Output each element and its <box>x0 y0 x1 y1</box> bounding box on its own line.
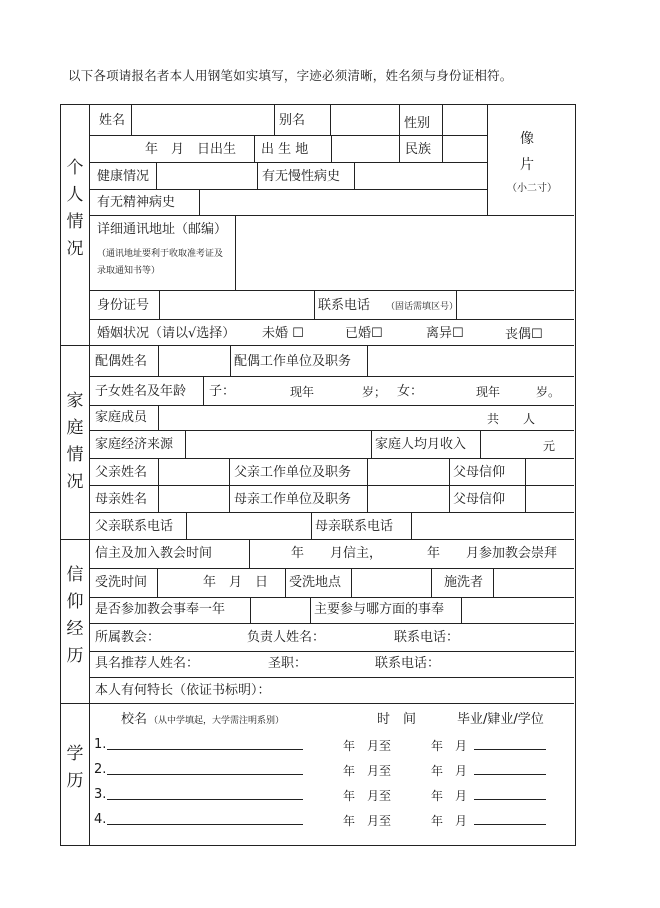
family-members-label: 家庭成员 <box>95 410 148 425</box>
edu-status-field[interactable] <box>474 749 546 750</box>
mother-phone-label: 母亲联系电话 <box>315 519 394 534</box>
school-name-field[interactable] <box>107 799 303 800</box>
mother-work-label: 母亲工作单位及职务 <box>234 492 352 507</box>
join-church-label: 信主及加入教会时间 <box>95 546 213 561</box>
father-work-label: 父亲工作单位及职务 <box>234 465 352 480</box>
alias-label: 别名 <box>279 113 306 128</box>
income-source-label: 家庭经济来源 <box>95 437 174 452</box>
recommender-label: 具名推荐人姓名： <box>95 656 200 671</box>
unmarried-checkbox[interactable]: 未婚 ☐ <box>262 326 304 341</box>
section-label-personal: 个 人 情 况 <box>66 158 84 259</box>
photo-label: 像 <box>520 131 534 147</box>
spouse-name-label: 配偶姓名 <box>95 354 148 369</box>
edu-row-number: 4. <box>94 812 107 827</box>
daughter-age: 现年 岁。 <box>476 385 561 399</box>
section-label-education: 学 历 <box>66 744 84 791</box>
baptism-date-label: 受洗时间 <box>95 575 148 590</box>
edu-row-number: 2. <box>94 762 107 777</box>
form-instructions: 以下各项请报名者本人用钢笔如实填写，字迹必须清晰，姓名须与身份证相符。 <box>68 68 513 83</box>
service-year-label: 是否参加教会事奉一年 <box>95 602 226 617</box>
time-header: 时 间 <box>377 712 417 727</box>
edu-to-date: 年 月 <box>431 814 468 828</box>
edu-from-date: 年 月至 <box>343 814 392 828</box>
divorced-checkbox[interactable]: 离异☐ <box>426 326 464 341</box>
married-checkbox[interactable]: 已婚☐ <box>345 326 383 341</box>
skills-label: 本人有何特长（依证书标明）： <box>95 683 271 698</box>
son-age: 现年 岁； <box>290 385 387 399</box>
school-name-header: 校名 <box>121 712 148 727</box>
edu-status-field[interactable] <box>474 824 546 825</box>
birth-date-label: 年 月 日出生 <box>145 142 237 157</box>
edu-row-number: 3. <box>94 787 107 802</box>
yuan-unit: 元 <box>543 439 556 453</box>
leader-name-label: 负责人姓名： <box>247 630 326 645</box>
birthplace-label: 出 生 地 <box>261 142 309 157</box>
edu-to-date: 年 月 <box>431 739 468 753</box>
address-label: 详细通讯地址（邮编） <box>97 222 228 237</box>
father-phone-label: 父亲联系电话 <box>95 519 174 534</box>
spouse-work-label: 配偶工作单位及职务 <box>234 354 352 369</box>
parents-faith-label: 父母信仰 <box>453 465 506 480</box>
health-label: 健康情况 <box>97 169 150 184</box>
edu-from-date: 年 月至 <box>343 739 392 753</box>
edu-to-date: 年 月 <box>431 764 468 778</box>
id-number-label: 身份证号 <box>97 298 150 313</box>
school-name-field[interactable] <box>107 824 303 825</box>
photo-label-2: 片 <box>520 157 534 173</box>
service-area-label: 主要参与哪方面的事奉 <box>314 602 445 617</box>
daughter-label: 女： <box>397 384 424 399</box>
status-header: 毕业/肄业/学位 <box>457 712 544 727</box>
children-label: 子女姓名及年龄 <box>95 384 187 399</box>
phone-label: 联系电话 <box>318 298 371 313</box>
marital-status-label: 婚姻状况（请以√选择） <box>97 326 236 341</box>
chronic-illness-label: 有无慢性病史 <box>262 169 341 184</box>
mother-name-label: 母亲姓名 <box>95 492 148 507</box>
phone-note: （固话需填区号） <box>386 302 459 312</box>
edu-to-date: 年 月 <box>431 789 468 803</box>
parents-faith-label-2: 父母信仰 <box>453 492 506 507</box>
mental-illness-label: 有无精神病史 <box>97 195 176 210</box>
baptism-place-label: 受洗地点 <box>289 575 342 590</box>
per-capita-income-label: 家庭人均月收入 <box>375 437 467 452</box>
name-label: 姓名 <box>99 113 126 128</box>
address-note: （通讯地址要利于收取准考证及 <box>97 249 224 259</box>
photo-size-note: （小二寸） <box>507 183 557 194</box>
recommender-phone-label: 联系电话： <box>375 656 441 671</box>
edu-from-date: 年 月至 <box>343 789 392 803</box>
school-name-field[interactable] <box>107 774 303 775</box>
son-label: 子： <box>209 384 236 399</box>
edu-row-number: 1. <box>94 737 107 752</box>
school-name-field[interactable] <box>107 749 303 750</box>
address-note-2: 录取通知书等） <box>97 266 161 276</box>
section-label-family: 家 庭 情 况 <box>66 391 84 492</box>
church-phone-label: 联系电话： <box>394 630 460 645</box>
believe-date: 年 月信主， <box>291 546 383 561</box>
ethnicity-label: 民族 <box>405 142 432 157</box>
church-label: 所属教会： <box>95 630 161 645</box>
clergy-title-label: 圣职： <box>268 656 308 671</box>
section-label-faith: 信 仰 经 历 <box>66 565 84 666</box>
baptizer-label: 施洗者 <box>444 575 484 590</box>
father-name-label: 父亲姓名 <box>95 465 148 480</box>
edu-from-date: 年 月至 <box>343 764 392 778</box>
members-total: 共 人 <box>487 412 536 426</box>
school-note: （从中学填起，大学需注明系别） <box>149 716 285 726</box>
join-date: 年 月参加教会崇拜 <box>427 546 558 561</box>
application-form <box>60 104 576 846</box>
edu-status-field[interactable] <box>474 774 546 775</box>
gender-label: 性别 <box>404 116 431 131</box>
widowed-checkbox[interactable]: 丧偶☐ <box>505 327 543 342</box>
baptism-date: 年 月 日 <box>203 575 269 590</box>
edu-status-field[interactable] <box>474 799 546 800</box>
